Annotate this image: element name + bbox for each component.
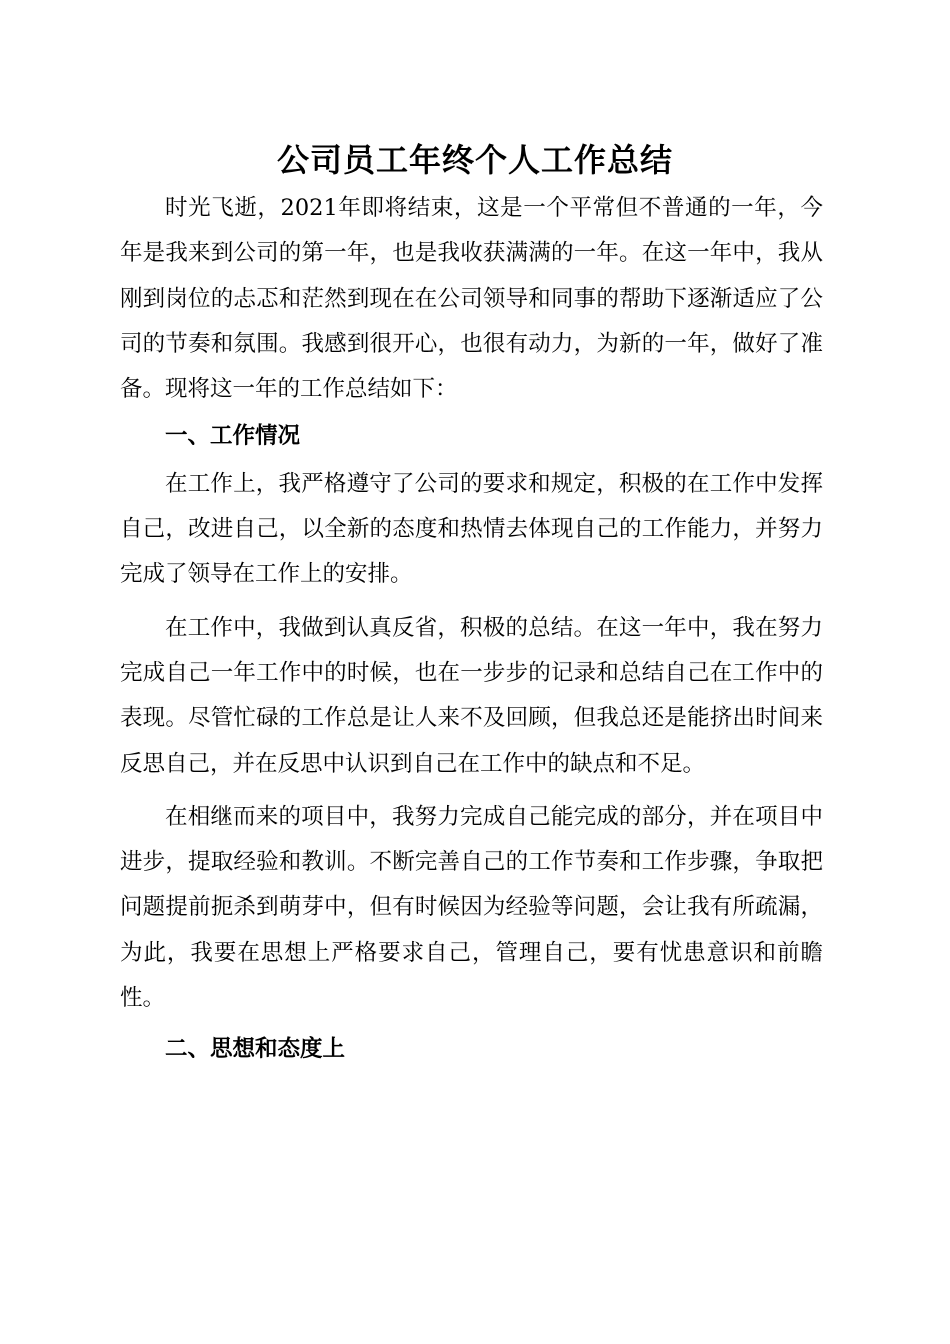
- work-paragraph-2: 在工作中，我做到认真反省，积极的总结。在这一年中，我在努力完成自己一年工作中的时候，也在一步步的记录和总结自己在工作中的表现。尽管忙碌的工作总是让人来不及回顾，但我总还是能挤出时间来反思自己，并在反思中认识到自己在工作中的缺点和不足。: [120, 614, 823, 777]
- section-heading-attitude: 二、思想和态度上: [165, 1036, 346, 1063]
- work-paragraph-1: 在工作上，我严格遵守了公司的要求和规定，积极的在工作中发挥自己，改进自己，以全新的态度和热情去体现自己的工作能力，并努力完成了领导在工作上的安排。: [120, 470, 823, 588]
- document-body: [120, 186, 823, 1073]
- work-paragraph-3: 在相继而来的项目中，我努力完成自己能完成的部分，并在项目中进步，提取经验和教训。不断完善自己的工作节奏和工作步骤，争取把问题提前扼杀到萌芽中，但有时候因为经验等问题，会让我有所疏漏，为此，我要在思想上严格要求自己，管理自己，要有忧患意识和前瞻性。: [120, 803, 823, 1012]
- section-heading-work: 一、工作情况: [165, 423, 301, 450]
- document-title: 公司员工年终个人工作总结: [276, 141, 673, 179]
- intro-paragraph: 时光飞逝，2021年即将结束，这是一个平常但不普通的一年，今年是我来到公司的第一年，也是我收获满满的一年。在这一年中，我从刚到岗位的忐忑和茫然到现在在公司领导和同事的帮助下逐渐适应了公司的节奏和氛围。我感到很开心，也很有动力，为新的一年，做好了准备。现将这一年的工作总结如下：: [120, 195, 823, 403]
